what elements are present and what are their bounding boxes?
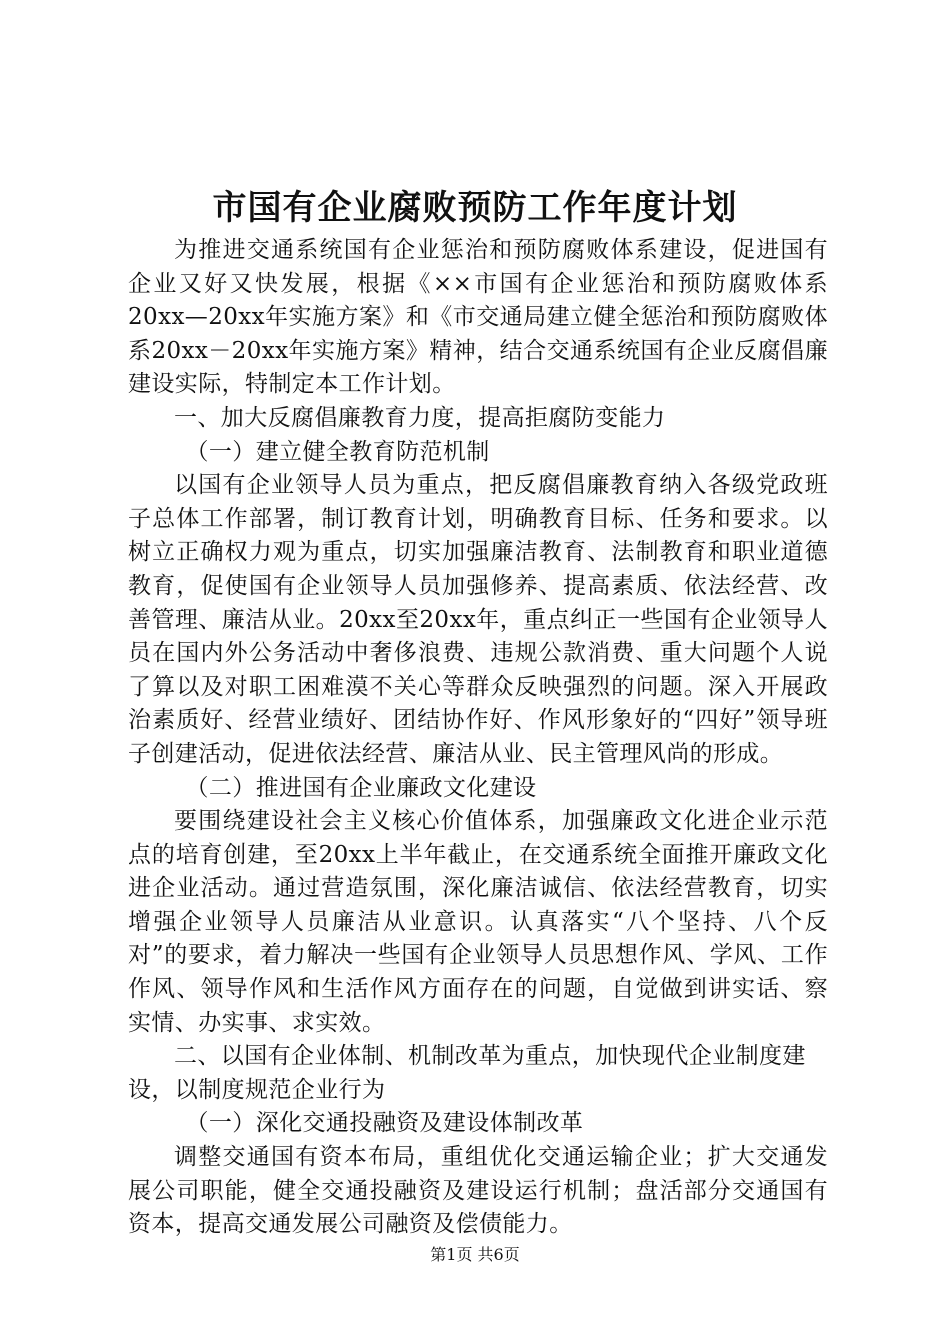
subsection-heading-2-1: （一）深化交通投融资及建设体制改革 <box>185 1110 584 1137</box>
subsection-heading-1-2: （二）推进国有企业廉政文化建设 <box>185 774 537 801</box>
body-paragraph: 以国有企业领导人员为重点，把反腐倡廉教育纳入各级党政班子总体工作部署，制订教育计划，明确教育目标、任务和要求。以树立正确权力观为重点，切实加强廉洁教育、法制教育和职业道德教育，促使国有企业领导人员加强修养、提高素质、依法经营、改善管理、廉洁从业。20xx至20xx年，重点纠正一些国有企业领导人员在国内外公务活动中奢侈浪费、违规公款消费、重大问题个人说了算以及对职工困难漠不关心等群众反映强烈的问题。深入开展政治素质好、经营业绩好、团结协作好、作风形象好的“四好”领导班子创建活动，促进依法经营、廉洁从业、民主管理风尚的形成。 <box>128 472 828 767</box>
section-heading-2: 二、以国有企业体制、机制改革为重点，加快现代企业制度建设，以制度规范企业行为 <box>128 1043 806 1103</box>
page-number-footer: 第1页 共6页 <box>430 1245 520 1264</box>
intro-paragraph: 为推进交通系统国有企业惩治和预防腐败体系建设，促进国有企业又好又快发展，根据《××市国有企业惩治和预防腐败体系20xx—20xx年实施方案》和《市交通局建立健全惩治和预防腐败体系20xx－20xx年实施方案》精神，结合交通系统国有企业反腐倡廉建设实际，特制定本工作计划。 <box>128 237 828 398</box>
subsection-heading-1-1: （一）建立健全教育防范机制 <box>185 438 490 465</box>
section-heading-1: 一、加大反腐倡廉教育力度，提高拒腐防变能力 <box>174 404 666 431</box>
page-title: 市国有企业腐败预防工作年度计划 <box>212 188 738 228</box>
document-body <box>128 234 828 1242</box>
body-paragraph: 要围绕建设社会主义核心价值体系，加强廉政文化进企业示范点的培育创建，至20xx上半年截止，在交通系统全面推开廉政文化进企业活动。通过营造氛围，深化廉洁诚信、依法经营教育，切实增强企业领导人员廉洁从业意识。认真落实“八个坚持、八个反对”的要求，着力解决一些国有企业领导人员思想作风、学风、工作作风、领导作风和生活作风方面存在的问题，自觉做到讲实话、察实情、办实事、求实效。 <box>128 808 828 1036</box>
body-paragraph: 调整交通国有资本布局，重组优化交通运输企业；扩大交通发展公司职能，健全交通投融资及建设运行机制；盘活部分交通国有资本，提高交通发展公司融资及偿债能力。 <box>128 1144 828 1238</box>
